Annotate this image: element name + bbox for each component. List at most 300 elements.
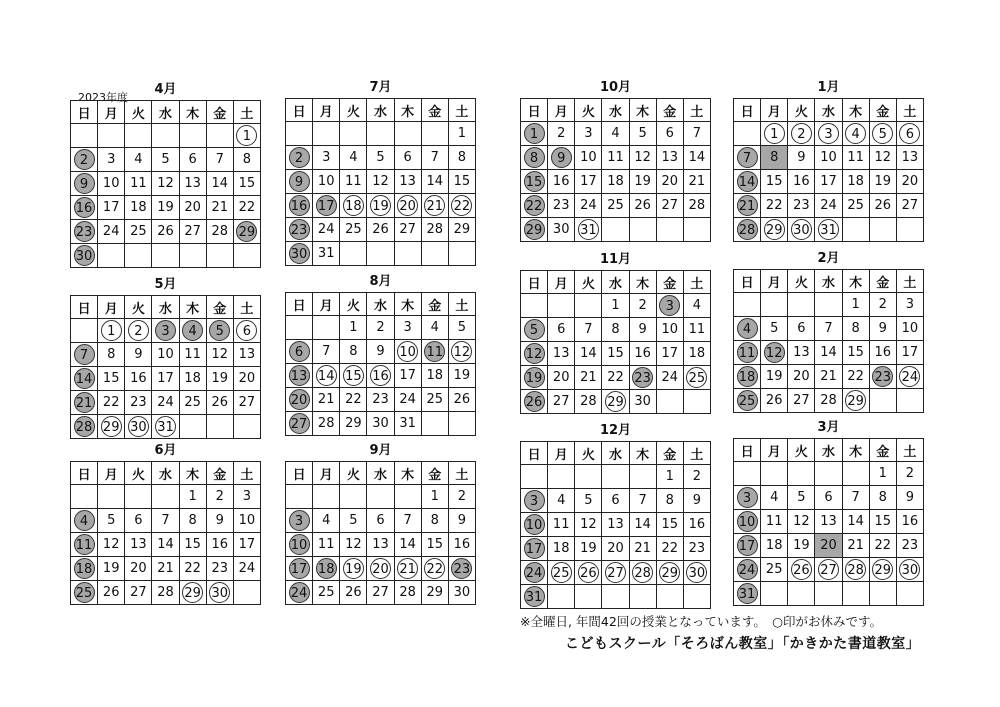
day-sunday-marker: 30 bbox=[289, 243, 310, 264]
day-sunday-marker: 1 bbox=[524, 123, 545, 144]
day-holiday-circle: 15 bbox=[343, 365, 364, 386]
weekday-header: 木 bbox=[179, 296, 206, 319]
day-cell bbox=[125, 533, 152, 557]
day-number: 22 bbox=[847, 369, 864, 384]
day-cell bbox=[233, 319, 260, 343]
day-cell bbox=[367, 218, 394, 242]
weekday-header: 木 bbox=[629, 99, 656, 122]
day-number: 25 bbox=[426, 392, 444, 407]
day-sunday-marker: 14 bbox=[737, 171, 758, 192]
day-cell bbox=[286, 170, 313, 194]
empty-cell bbox=[683, 218, 710, 242]
week-row bbox=[286, 340, 476, 364]
day-cell bbox=[125, 581, 152, 605]
day-number: 7 bbox=[692, 126, 702, 141]
day-cell bbox=[125, 391, 152, 415]
day-number: 20 bbox=[238, 371, 256, 386]
day-number: 15 bbox=[453, 174, 471, 189]
weekday-header-row bbox=[734, 99, 924, 122]
day-number: 23 bbox=[901, 538, 919, 553]
empty-cell bbox=[286, 485, 313, 509]
week-row bbox=[734, 582, 924, 606]
weekday-header-row bbox=[71, 462, 261, 485]
day-cell bbox=[656, 366, 683, 390]
empty-cell bbox=[683, 585, 710, 609]
day-cell bbox=[842, 486, 869, 510]
day-cell bbox=[521, 218, 548, 242]
week-row bbox=[734, 534, 924, 558]
day-number: 2 bbox=[638, 298, 647, 313]
day-holiday-circle: 19 bbox=[343, 558, 364, 579]
day-holiday-circle: 14 bbox=[316, 365, 337, 386]
day-cell bbox=[734, 486, 761, 510]
day-number: 27 bbox=[372, 585, 389, 600]
day-number: 19 bbox=[765, 369, 783, 384]
week-row bbox=[521, 489, 711, 513]
day-cell bbox=[575, 390, 602, 414]
day-cell bbox=[815, 170, 842, 194]
empty-cell bbox=[788, 293, 815, 317]
day-number: 15 bbox=[607, 346, 624, 361]
day-number: 2 bbox=[376, 320, 385, 335]
day-number: 7 bbox=[851, 490, 860, 505]
empty-cell bbox=[98, 124, 125, 148]
day-sunday-marker: 18 bbox=[74, 558, 95, 579]
day-cell bbox=[313, 218, 340, 242]
weekday-header: 土 bbox=[233, 462, 260, 485]
day-cell bbox=[869, 317, 896, 341]
weekday-header: 水 bbox=[815, 99, 842, 122]
week-row bbox=[734, 317, 924, 341]
day-number: 13 bbox=[901, 150, 919, 165]
day-holiday-circle: 29 bbox=[659, 562, 680, 583]
day-holiday-circle: 2 bbox=[128, 320, 149, 341]
weekday-header: 月 bbox=[548, 442, 575, 465]
day-cell bbox=[896, 122, 923, 146]
day-number: 3 bbox=[403, 320, 412, 335]
day-holiday-circle: 30 bbox=[899, 559, 920, 580]
day-sunday-marker: 13 bbox=[289, 365, 310, 386]
day-cell bbox=[548, 122, 575, 146]
day-cell bbox=[179, 196, 206, 220]
day-number: 9 bbox=[457, 513, 467, 528]
day-cell bbox=[521, 318, 548, 342]
day-cell bbox=[394, 581, 421, 605]
day-cell bbox=[448, 170, 475, 194]
empty-cell bbox=[367, 242, 394, 266]
weekday-header: 月 bbox=[98, 462, 125, 485]
day-number: 7 bbox=[322, 344, 331, 359]
day-cell bbox=[421, 485, 448, 509]
day-cell bbox=[313, 242, 340, 266]
day-number: 16 bbox=[130, 371, 147, 386]
empty-cell bbox=[761, 462, 788, 486]
day-number: 12 bbox=[345, 537, 362, 552]
day-holiday-circle: 31 bbox=[155, 416, 176, 437]
day-cell bbox=[734, 510, 761, 534]
day-number: 3 bbox=[107, 152, 116, 167]
day-number: 26 bbox=[372, 222, 389, 237]
day-number: 9 bbox=[878, 321, 887, 336]
empty-cell bbox=[394, 485, 421, 509]
day-number: 25 bbox=[847, 198, 864, 213]
day-cell bbox=[896, 146, 923, 170]
day-number: 8 bbox=[611, 322, 620, 337]
day-cell bbox=[629, 318, 656, 342]
empty-cell bbox=[179, 124, 206, 148]
day-number: 1 bbox=[457, 126, 467, 141]
week-row bbox=[286, 412, 476, 436]
day-cell bbox=[394, 218, 421, 242]
day-cell bbox=[125, 148, 152, 172]
day-cell bbox=[71, 148, 98, 172]
day-cell bbox=[815, 146, 842, 170]
empty-cell bbox=[125, 244, 152, 268]
empty-cell bbox=[125, 124, 152, 148]
day-number: 10 bbox=[661, 322, 679, 337]
day-cell bbox=[896, 341, 923, 365]
day-holiday-circle: 5 bbox=[872, 123, 893, 144]
month-grid bbox=[70, 461, 261, 605]
day-number: 6 bbox=[797, 321, 806, 336]
day-cell bbox=[629, 561, 656, 585]
day-cell bbox=[206, 319, 233, 343]
day-cell bbox=[761, 389, 788, 413]
month-grid bbox=[285, 292, 476, 436]
day-cell bbox=[125, 220, 152, 244]
day-cell bbox=[896, 194, 923, 218]
day-number: 31 bbox=[399, 416, 416, 431]
day-number: 15 bbox=[874, 514, 892, 529]
week-row bbox=[734, 341, 924, 365]
day-cell bbox=[394, 340, 421, 364]
day-holiday-circle: 20 bbox=[397, 195, 418, 216]
day-cell bbox=[367, 557, 394, 581]
day-number: 24 bbox=[661, 370, 679, 385]
weekday-header: 木 bbox=[842, 439, 869, 462]
day-cell bbox=[206, 196, 233, 220]
day-cell bbox=[233, 485, 260, 509]
weekday-header: 月 bbox=[98, 101, 125, 124]
day-number: 12 bbox=[372, 174, 389, 189]
day-number: 19 bbox=[580, 541, 597, 556]
day-cell bbox=[313, 340, 340, 364]
day-cell bbox=[575, 218, 602, 242]
day-cell bbox=[98, 343, 125, 367]
day-number: 4 bbox=[134, 152, 143, 167]
day-cell bbox=[548, 170, 575, 194]
weekday-header-row bbox=[521, 271, 711, 294]
day-sunday-marker: 24 bbox=[524, 562, 545, 583]
day-cell bbox=[448, 316, 475, 340]
empty-cell bbox=[206, 415, 233, 439]
day-number: 14 bbox=[399, 537, 416, 552]
day-holiday-circle: 29 bbox=[605, 391, 626, 412]
day-cell bbox=[98, 196, 125, 220]
weekday-header: 月 bbox=[761, 439, 788, 462]
empty-cell bbox=[394, 242, 421, 266]
weekday-header: 土 bbox=[448, 462, 475, 485]
weekday-header: 月 bbox=[548, 271, 575, 294]
month-grid bbox=[520, 441, 711, 609]
month-title: 2月 bbox=[817, 251, 840, 266]
day-cell bbox=[788, 510, 815, 534]
day-cell bbox=[71, 533, 98, 557]
day-cell bbox=[152, 533, 179, 557]
day-cell bbox=[125, 557, 152, 581]
day-cell bbox=[71, 196, 98, 220]
day-cell bbox=[896, 462, 923, 486]
week-row bbox=[71, 319, 261, 343]
day-cell bbox=[286, 557, 313, 581]
day-holiday-circle: 31 bbox=[818, 219, 839, 240]
day-cell bbox=[629, 513, 656, 537]
day-number: 28 bbox=[399, 585, 416, 600]
day-cell bbox=[602, 390, 629, 414]
day-cell bbox=[367, 194, 394, 218]
week-row bbox=[734, 558, 924, 582]
empty-cell bbox=[656, 390, 683, 414]
weekday-header: 水 bbox=[152, 462, 179, 485]
day-cell bbox=[421, 557, 448, 581]
empty-cell bbox=[761, 582, 788, 606]
day-number: 14 bbox=[820, 345, 837, 360]
day-number: 17 bbox=[661, 346, 679, 361]
week-row bbox=[521, 318, 711, 342]
month-grid bbox=[520, 98, 711, 242]
day-cell bbox=[98, 367, 125, 391]
day-cell bbox=[394, 533, 421, 557]
empty-cell bbox=[734, 293, 761, 317]
weekday-header-row bbox=[734, 270, 924, 293]
weekday-header: 土 bbox=[683, 442, 710, 465]
day-number: 8 bbox=[430, 513, 439, 528]
day-number: 25 bbox=[130, 224, 147, 239]
week-row bbox=[71, 196, 261, 220]
day-number: 24 bbox=[580, 198, 597, 213]
day-number: 23 bbox=[793, 198, 810, 213]
day-cell bbox=[734, 365, 761, 389]
day-cell bbox=[152, 557, 179, 581]
day-cell bbox=[815, 317, 842, 341]
day-cell bbox=[869, 122, 896, 146]
day-cell bbox=[521, 585, 548, 609]
day-cell bbox=[869, 510, 896, 534]
day-number: 1 bbox=[665, 469, 674, 484]
day-cell bbox=[683, 342, 710, 366]
day-number: 24 bbox=[238, 561, 256, 576]
day-number: 9 bbox=[376, 344, 385, 359]
day-number: 6 bbox=[557, 322, 566, 337]
day-cell bbox=[602, 342, 629, 366]
empty-cell bbox=[421, 242, 448, 266]
day-cell bbox=[629, 489, 656, 513]
day-cell bbox=[548, 194, 575, 218]
day-number: 15 bbox=[426, 537, 444, 552]
week-row bbox=[71, 509, 261, 533]
day-number: 5 bbox=[161, 152, 170, 167]
day-number: 26 bbox=[345, 585, 362, 600]
day-number: 23 bbox=[552, 198, 570, 213]
day-number: 25 bbox=[317, 585, 335, 600]
empty-cell bbox=[448, 242, 475, 266]
day-holiday-circle: 1 bbox=[101, 320, 122, 341]
day-cell bbox=[734, 389, 761, 413]
day-number: 3 bbox=[584, 126, 593, 141]
day-cell bbox=[815, 558, 842, 582]
month-title: 7月 bbox=[369, 80, 392, 95]
empty-cell bbox=[629, 585, 656, 609]
weekday-header: 水 bbox=[152, 296, 179, 319]
day-cell bbox=[869, 534, 896, 558]
day-sunday-marker: 8 bbox=[524, 147, 545, 168]
day-cell bbox=[761, 218, 788, 242]
day-number: 20 bbox=[184, 200, 201, 215]
day-number: 25 bbox=[607, 198, 624, 213]
day-cell bbox=[233, 343, 260, 367]
day-number: 7 bbox=[638, 493, 647, 508]
day-cell bbox=[286, 388, 313, 412]
day-sunday-marker: 18 bbox=[737, 366, 758, 387]
week-row bbox=[286, 533, 476, 557]
empty-cell bbox=[71, 485, 98, 509]
day-sunday-marker: 5 bbox=[209, 320, 230, 341]
week-row bbox=[734, 462, 924, 486]
day-cell bbox=[71, 367, 98, 391]
day-number: 5 bbox=[638, 126, 647, 141]
empty-cell bbox=[683, 390, 710, 414]
day-cell bbox=[761, 341, 788, 365]
day-cell bbox=[788, 389, 815, 413]
day-cell bbox=[179, 391, 206, 415]
empty-cell bbox=[521, 294, 548, 318]
week-row bbox=[521, 218, 711, 242]
day-cell bbox=[869, 341, 896, 365]
day-number: 22 bbox=[661, 541, 679, 556]
day-cell bbox=[896, 293, 923, 317]
day-sunday-marker: 9 bbox=[74, 173, 95, 194]
day-cell bbox=[548, 390, 575, 414]
weekday-header: 火 bbox=[788, 270, 815, 293]
day-number: 5 bbox=[107, 513, 116, 528]
day-cell bbox=[683, 537, 710, 561]
day-cell bbox=[394, 316, 421, 340]
day-cell bbox=[313, 170, 340, 194]
empty-cell bbox=[421, 412, 448, 436]
day-number: 23 bbox=[372, 392, 389, 407]
week-row bbox=[71, 244, 261, 268]
day-cell bbox=[629, 342, 656, 366]
day-cell bbox=[521, 194, 548, 218]
day-cell bbox=[869, 558, 896, 582]
day-cell bbox=[842, 194, 869, 218]
weekday-header: 土 bbox=[896, 99, 923, 122]
day-number: 8 bbox=[878, 490, 887, 505]
day-cell bbox=[98, 557, 125, 581]
day-cell bbox=[548, 342, 575, 366]
day-holiday-circle: 22 bbox=[451, 195, 472, 216]
week-row bbox=[71, 367, 261, 391]
week-row bbox=[521, 390, 711, 414]
day-number: 30 bbox=[453, 585, 471, 600]
day-cell bbox=[71, 557, 98, 581]
empty-cell bbox=[179, 244, 206, 268]
day-cell bbox=[367, 364, 394, 388]
day-cell bbox=[125, 509, 152, 533]
day-cell bbox=[575, 146, 602, 170]
day-number: 4 bbox=[557, 493, 566, 508]
day-sunday-marker: 10 bbox=[289, 534, 310, 555]
day-cell bbox=[340, 557, 367, 581]
weekday-header: 水 bbox=[152, 101, 179, 124]
day-cell bbox=[656, 146, 683, 170]
day-cell bbox=[313, 509, 340, 533]
day-number: 20 bbox=[552, 370, 570, 385]
day-number: 7 bbox=[161, 513, 170, 528]
day-number: 16 bbox=[211, 537, 229, 552]
day-number: 13 bbox=[661, 150, 679, 165]
weekday-header: 金 bbox=[421, 99, 448, 122]
day-cell bbox=[233, 172, 260, 196]
day-number: 2 bbox=[905, 466, 915, 481]
day-holiday-circle: 2 bbox=[791, 123, 812, 144]
day-number: 21 bbox=[157, 561, 174, 576]
day-number: 23 bbox=[688, 541, 706, 556]
day-number: 1 bbox=[430, 489, 439, 504]
day-number: 15 bbox=[661, 517, 679, 532]
week-row bbox=[286, 364, 476, 388]
day-cell bbox=[367, 146, 394, 170]
day-number: 13 bbox=[399, 174, 416, 189]
weekday-header: 金 bbox=[656, 99, 683, 122]
weekday-header: 火 bbox=[125, 101, 152, 124]
day-cell bbox=[842, 365, 869, 389]
empty-cell bbox=[286, 122, 313, 146]
day-sunday-marker: 7 bbox=[74, 344, 95, 365]
week-row bbox=[286, 218, 476, 242]
day-number: 13 bbox=[184, 176, 201, 191]
day-sunday-marker: 26 bbox=[524, 391, 545, 412]
day-number: 17 bbox=[157, 371, 174, 386]
day-number: 10 bbox=[238, 513, 256, 528]
day-cell bbox=[448, 364, 475, 388]
day-holiday-circle: 29 bbox=[182, 582, 203, 603]
weekday-header: 木 bbox=[842, 99, 869, 122]
empty-cell bbox=[548, 585, 575, 609]
day-cell bbox=[179, 367, 206, 391]
day-holiday-circle: 4 bbox=[845, 123, 866, 144]
empty-cell bbox=[340, 122, 367, 146]
day-sunday-marker: 4 bbox=[74, 510, 95, 531]
day-holiday-circle: 30 bbox=[686, 562, 707, 583]
empty-cell bbox=[233, 244, 260, 268]
day-cell bbox=[340, 316, 367, 340]
day-cell bbox=[761, 534, 788, 558]
day-cell bbox=[788, 170, 815, 194]
day-sunday-marker: 3 bbox=[737, 487, 758, 508]
weekday-header: 水 bbox=[367, 293, 394, 316]
day-cell bbox=[367, 509, 394, 533]
day-cell bbox=[548, 561, 575, 585]
week-row bbox=[734, 486, 924, 510]
weekday-header: 火 bbox=[575, 442, 602, 465]
weekday-header: 金 bbox=[869, 439, 896, 462]
day-number: 29 bbox=[453, 222, 471, 237]
day-number: 27 bbox=[661, 198, 679, 213]
day-number: 20 bbox=[793, 369, 810, 384]
month-grid bbox=[285, 461, 476, 605]
weekday-header: 日 bbox=[286, 293, 313, 316]
